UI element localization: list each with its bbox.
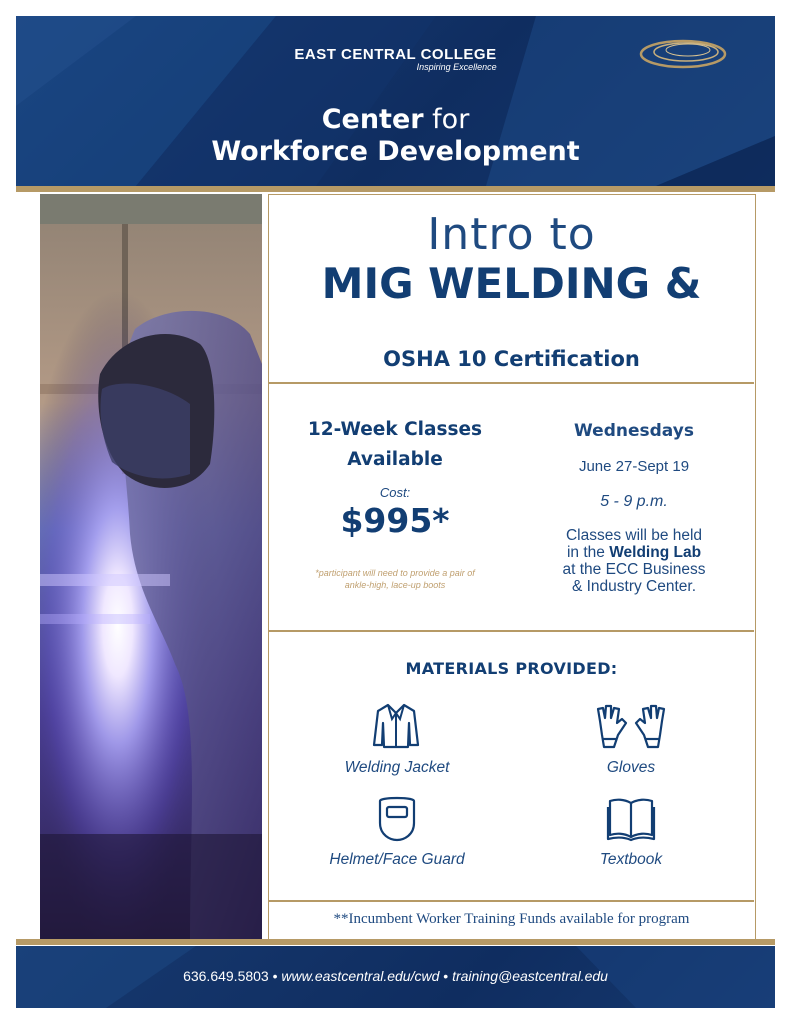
- footer-email-link[interactable]: training@eastcentral.edu: [452, 968, 608, 984]
- schedule-time: 5 - 9 p.m.: [600, 493, 668, 510]
- schedule-location: [521, 527, 747, 595]
- classes-heading-line2: Available: [347, 449, 443, 470]
- material-label-helmet: Helmet/Face Guard: [329, 851, 465, 868]
- header-banner: [16, 16, 775, 186]
- location-line1: Classes will be held: [565, 527, 703, 544]
- course-subtitle: OSHA 10 Certification: [383, 347, 640, 371]
- welder-photo: [40, 194, 262, 939]
- material-label-jacket: Welding Jacket: [344, 759, 450, 776]
- welder-illustration: [40, 194, 262, 939]
- footer-banner: [16, 946, 775, 1008]
- logo-swoosh-icon: [628, 32, 738, 72]
- material-label-gloves: Gloves: [606, 759, 656, 776]
- schedule-day: Wednesdays: [574, 421, 694, 441]
- college-name: EAST CENTRAL COLLEGE: [294, 46, 497, 63]
- cost-note-line2: ankle-high, lace-up boots: [344, 580, 446, 590]
- material-label-textbook: Textbook: [599, 851, 663, 868]
- footer-separator: •: [443, 968, 449, 984]
- divider-middle: [269, 630, 754, 632]
- location-pre: in the: [566, 544, 610, 561]
- location-welding-lab: Welding Lab: [609, 544, 702, 561]
- schedule-dates: June 27-Sept 19: [578, 458, 690, 475]
- cost-note-line1: *participant will need to provide a pair of: [315, 568, 475, 578]
- center-title-word1: Center: [321, 104, 424, 135]
- cost-value: $995*: [340, 501, 450, 540]
- course-title-line1: Intro to: [427, 209, 596, 260]
- location-line4: & Industry Center.: [571, 578, 697, 595]
- center-title-word2: for: [432, 104, 470, 135]
- location-line3: at the ECC Business: [562, 561, 706, 578]
- funds-note: **Incumbent Worker Training Funds available for program: [333, 911, 690, 927]
- college-logo: [294, 46, 497, 72]
- gloves-icon: [592, 701, 670, 751]
- center-title-line2: Workforce Development: [211, 136, 580, 167]
- footer-website-link[interactable]: www.eastcentral.edu/cwd: [281, 968, 440, 984]
- footer-gold-rule: [16, 939, 775, 945]
- helmet-icon: [374, 793, 420, 843]
- jacket-icon: [372, 701, 420, 751]
- footer-phone: 636.649.5803: [183, 968, 269, 984]
- classes-heading: [285, 415, 505, 475]
- course-title-line2: MIG WELDING &: [321, 259, 702, 308]
- footer-contact: [16, 968, 775, 984]
- center-title: [16, 104, 775, 168]
- course-info-panel: [268, 194, 756, 939]
- cost-label: Cost:: [379, 485, 411, 500]
- book-icon: [606, 793, 656, 843]
- divider-bottom: [269, 900, 754, 902]
- cost-note: [285, 567, 505, 591]
- classes-heading-line1: 12-Week Classes: [307, 419, 483, 440]
- materials-heading: MATERIALS PROVIDED:: [405, 659, 618, 678]
- footer-separator: •: [272, 968, 278, 984]
- divider-top: [269, 382, 754, 384]
- college-tagline: Inspiring Excellence: [416, 62, 497, 72]
- header-gold-rule: [16, 186, 775, 192]
